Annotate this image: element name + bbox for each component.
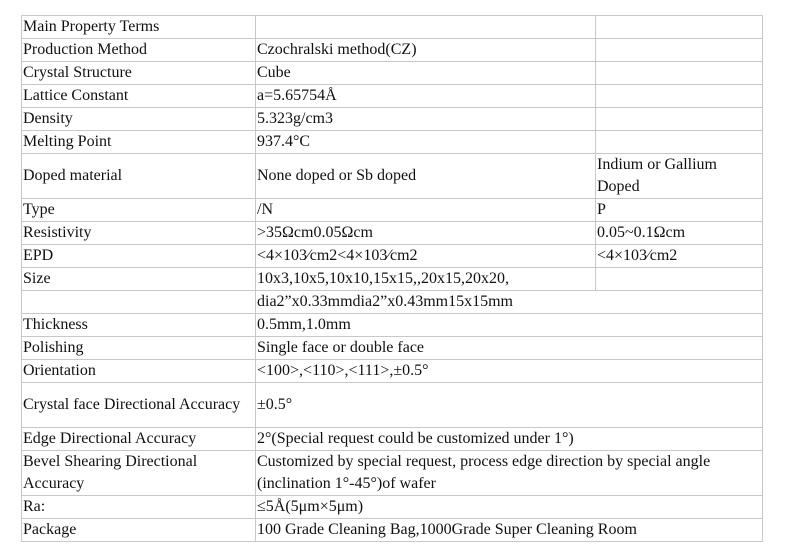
property-name-cell: Main Property Terms — [22, 16, 256, 39]
property-name-cell: Resistivity — [22, 222, 256, 245]
table-row — [22, 337, 763, 360]
property-value-cell — [256, 16, 596, 39]
property-name-cell: Thickness — [22, 314, 256, 337]
property-name-cell: Melting Point — [22, 131, 256, 154]
property-extra-cell: 0.05~0.1Ωcm — [596, 222, 763, 245]
table-row — [22, 519, 763, 542]
property-name-cell: Polishing — [22, 337, 256, 360]
table-row — [22, 383, 763, 428]
property-extra-cell: <4×103∕cm2 — [596, 245, 763, 268]
property-value-cell: 0.5mm,1.0mm — [256, 314, 763, 337]
property-value-cell: Customized by special request, process edge direction by special angle (inclination 1°-45°)of wafer — [256, 451, 763, 496]
property-name-cell: Crystal Structure — [22, 62, 256, 85]
property-extra-cell: P — [596, 199, 763, 222]
property-extra-cell — [596, 16, 763, 39]
property-value-cell: >35Ωcm0.05Ωcm — [256, 222, 596, 245]
property-name-cell: Edge Directional Accuracy — [22, 428, 256, 451]
property-extra-cell — [596, 268, 763, 291]
property-extra-cell — [596, 62, 763, 85]
specification-table — [21, 15, 763, 542]
table-row — [22, 62, 763, 85]
table-row — [22, 16, 763, 39]
property-extra-cell — [596, 39, 763, 62]
table-row — [22, 199, 763, 222]
table-row — [22, 496, 763, 519]
property-name-cell: Production Method — [22, 39, 256, 62]
property-name-cell: Bevel Shearing Directional Accuracy — [22, 451, 256, 496]
property-value-cell: 2°(Special request could be customized under 1°) — [256, 428, 763, 451]
property-name-cell: Type — [22, 199, 256, 222]
property-name-cell: EPD — [22, 245, 256, 268]
property-value-cell: <4×103∕cm2<4×103∕cm2 — [256, 245, 596, 268]
table-row — [22, 428, 763, 451]
property-extra-cell — [596, 131, 763, 154]
property-value-cell: None doped or Sb doped — [256, 154, 596, 199]
property-name-cell: Density — [22, 108, 256, 131]
table-row — [22, 451, 763, 496]
property-value-cell: Cube — [256, 62, 596, 85]
table-row — [22, 154, 763, 199]
property-value-cell: 937.4°C — [256, 131, 596, 154]
property-value-cell: /N — [256, 199, 596, 222]
property-value-cell: a=5.65754Å — [256, 85, 596, 108]
table-row — [22, 131, 763, 154]
property-name-cell: Orientation — [22, 360, 256, 383]
property-value-cell: Single face or double face — [256, 337, 763, 360]
property-value-cell: ≤5Å(5μm×5μm) — [256, 496, 763, 519]
table-row — [22, 108, 763, 131]
property-name-cell: Ra: — [22, 496, 256, 519]
table-row — [22, 245, 763, 268]
property-value-cell: 5.323g/cm3 — [256, 108, 596, 131]
property-extra-cell — [596, 85, 763, 108]
property-value-cell: 100 Grade Cleaning Bag,1000Grade Super Cleaning Room — [256, 519, 763, 542]
table-row — [22, 360, 763, 383]
property-extra-cell: Indium or Gallium Doped — [596, 154, 763, 199]
property-name-cell: Lattice Constant — [22, 85, 256, 108]
property-value-cell: Czochralski method(CZ) — [256, 39, 596, 62]
property-value-cell: dia2”x0.33mmdia2”x0.43mm15x15mm — [256, 291, 763, 314]
property-value-cell: ±0.5° — [256, 383, 763, 428]
table-row — [22, 314, 763, 337]
property-extra-cell — [596, 108, 763, 131]
property-name-cell — [22, 291, 256, 314]
property-value-cell: <100>,<110>,<111>,±0.5° — [256, 360, 763, 383]
table-row — [22, 85, 763, 108]
property-name-cell: Package — [22, 519, 256, 542]
property-name-cell: Doped material — [22, 154, 256, 199]
property-name-cell: Size — [22, 268, 256, 291]
property-value-cell: 10x3,10x5,10x10,15x15,,20x15,20x20, — [256, 268, 596, 291]
property-name-cell: Crystal face Directional Accuracy — [22, 383, 256, 428]
table-row — [22, 222, 763, 245]
table-row — [22, 268, 763, 291]
table-row — [22, 39, 763, 62]
specification-table-body — [22, 16, 763, 542]
table-row — [22, 291, 763, 314]
